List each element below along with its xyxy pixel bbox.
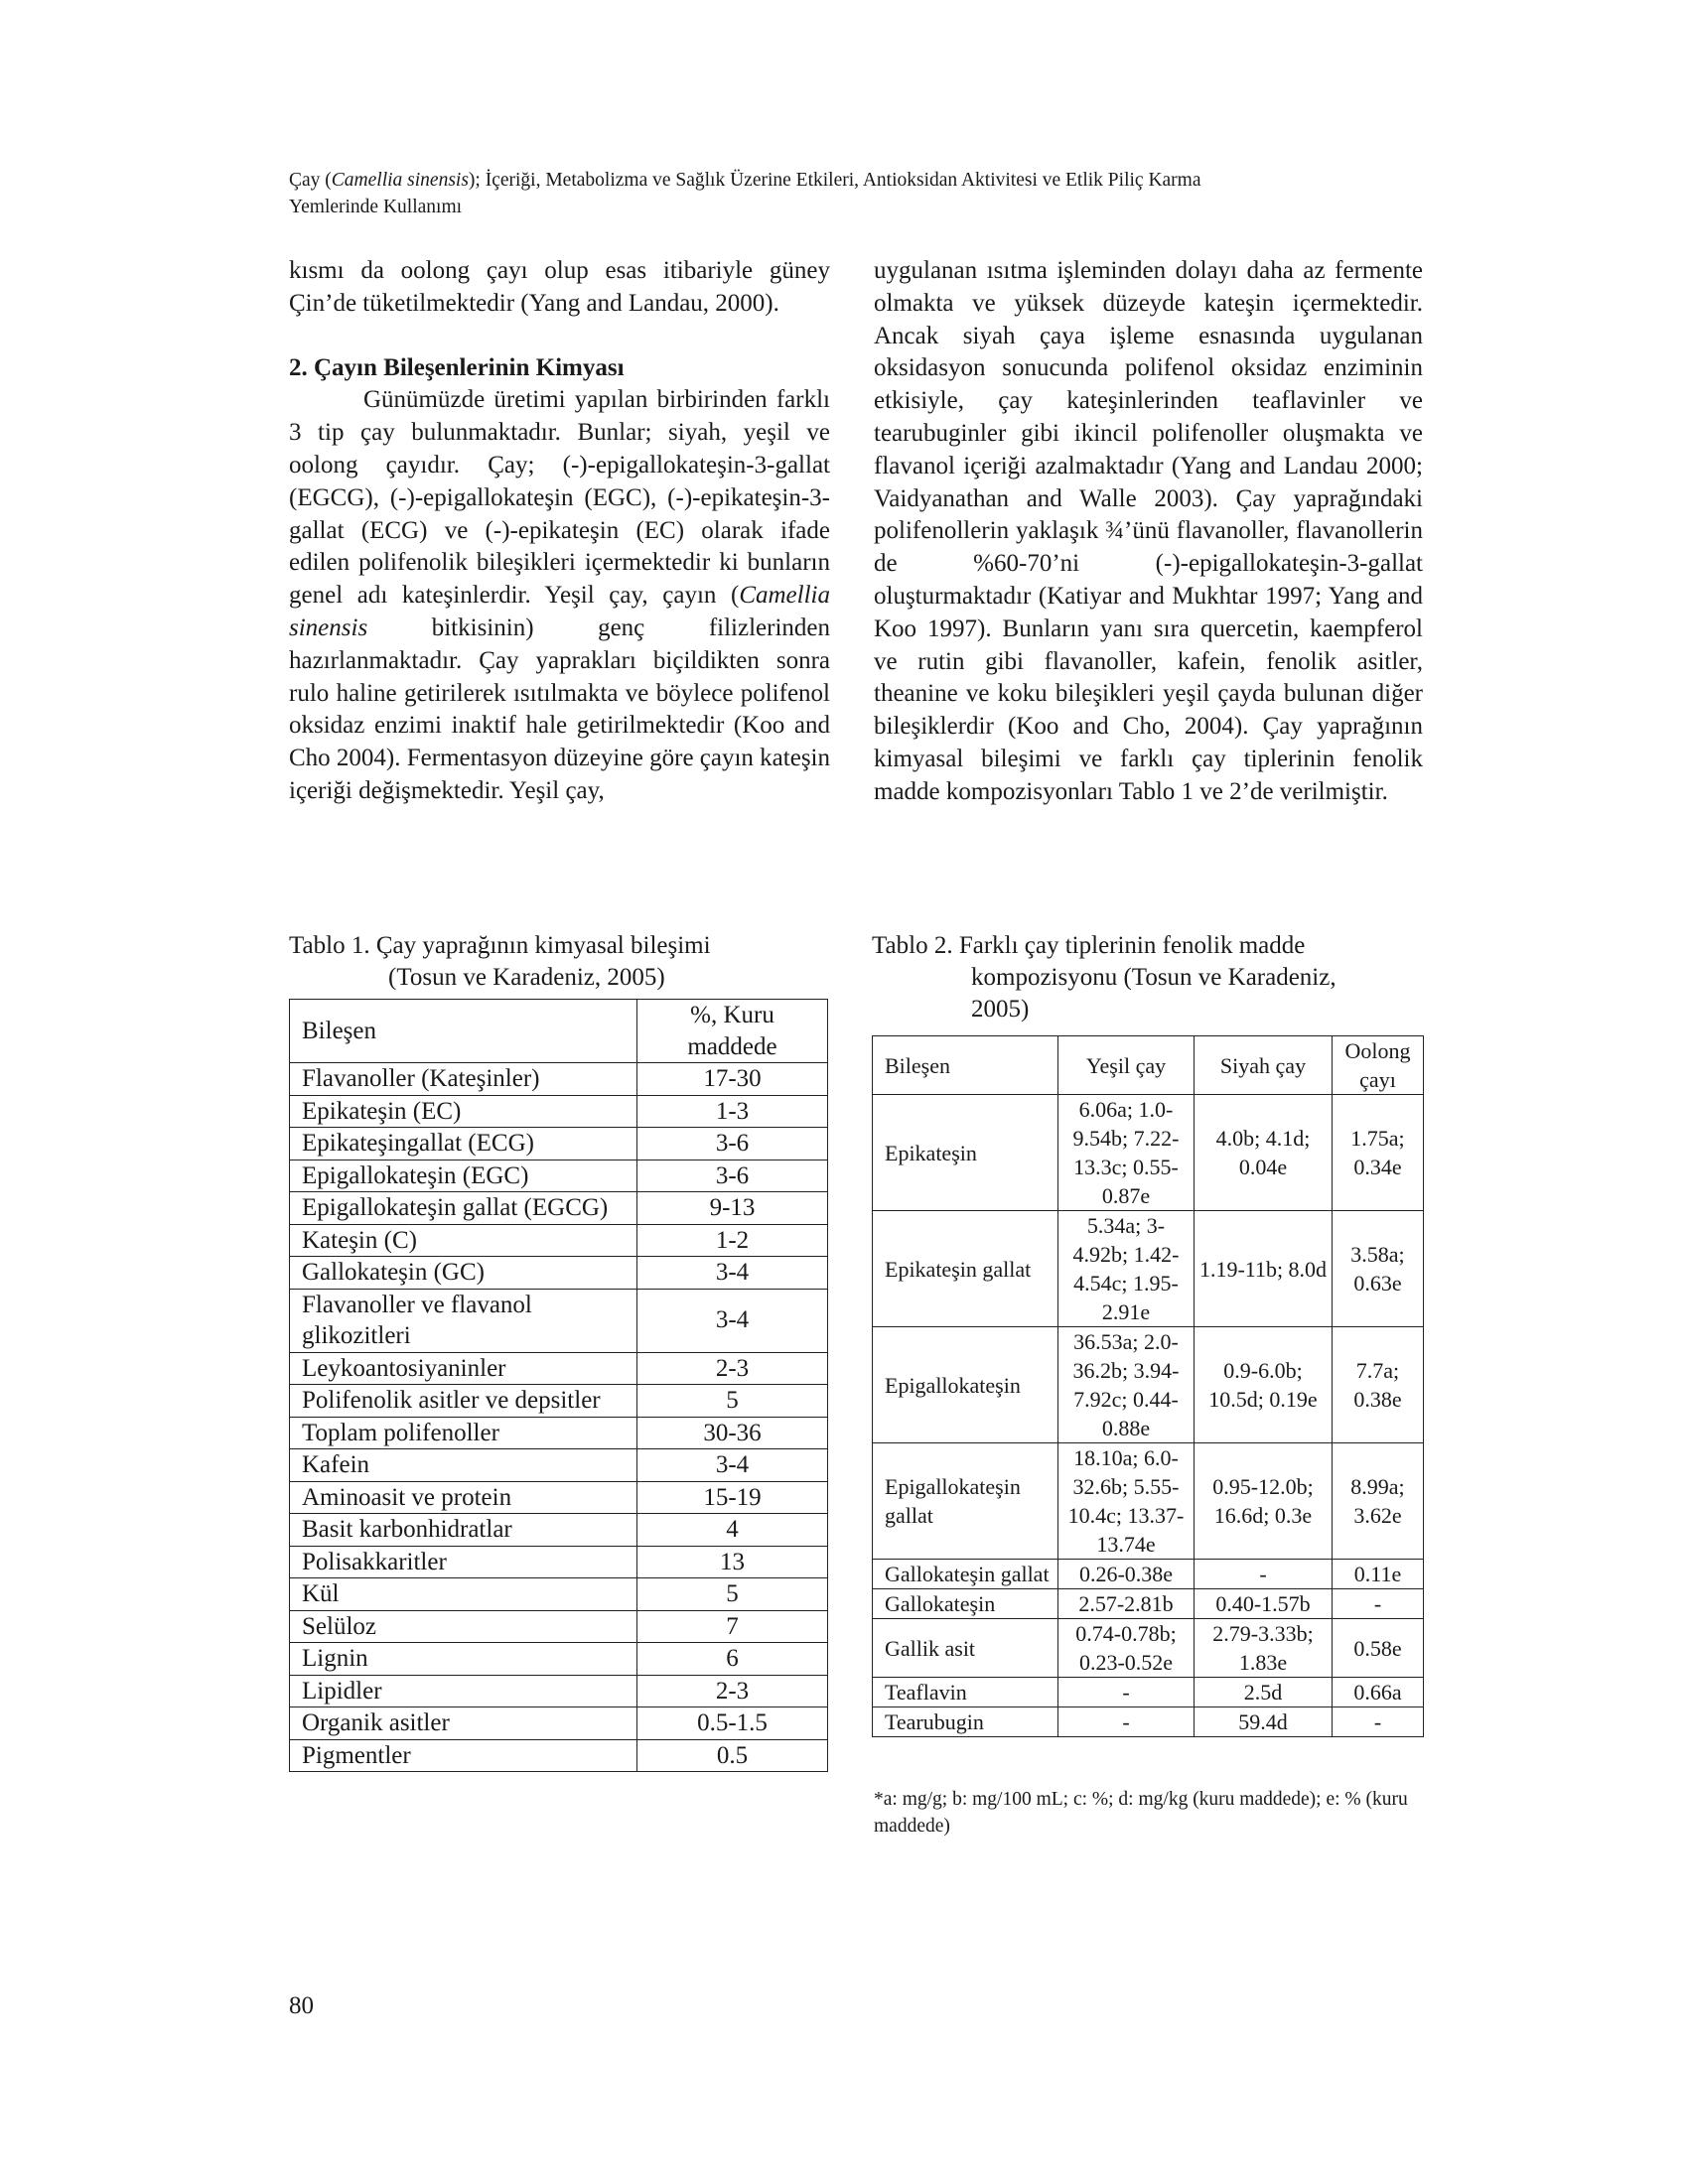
table1-cell-value: 30-36 <box>637 1417 828 1449</box>
table2-cell-value: - <box>1195 1560 1333 1589</box>
table1-row <box>290 1192 828 1225</box>
table2-cell-value: 0.11e <box>1333 1560 1424 1589</box>
table1-row <box>290 1095 828 1128</box>
table1-row <box>290 1675 828 1707</box>
table2-cell-value: 0.58e <box>1333 1619 1424 1678</box>
table2-cell-value: 0.40-1.57b <box>1195 1589 1333 1619</box>
table1-cell-value: 6 <box>637 1643 828 1676</box>
table2-cell-value: 0.9-6.0b; 10.5d; 0.19e <box>1195 1327 1333 1443</box>
table2-cell-value: - <box>1333 1589 1424 1619</box>
table1-row <box>290 1352 828 1385</box>
table2-cell-value: 1.19-11b; 8.0d <box>1195 1211 1333 1327</box>
table1-cell-value: 7 <box>637 1610 828 1643</box>
table1-row <box>290 1514 828 1547</box>
table2-row <box>873 1589 1424 1619</box>
table2-row <box>873 1619 1424 1678</box>
table1-cell-value: 15-19 <box>637 1481 828 1514</box>
table2-footnote: *a: mg/g; b: mg/100 mL; c: %; d: mg/kg (kuru maddede); e: % (kuru maddede) <box>874 1789 1408 1837</box>
table1-cell-value: 5 <box>637 1385 828 1418</box>
table2-cell-component: Epigallokateşin gallat <box>873 1443 1058 1560</box>
table2-cell-value: 6.06a; 1.0-9.54b; 7.22-13.3c; 0.55-0.87e <box>1058 1095 1195 1211</box>
table1-row <box>290 1610 828 1643</box>
section-paragraph: Günümüzde üretimi yapılan birbirinden farklı 3 tip çay bulunmaktadır. Bunlar; siyah, yeşil ve oolong çayıdır. Çay; (-)-epigallokateşin-3-gallat (EGCG), (-)-epigallokateşin (EGC), (-)-epikateşin-3-gallat (ECG) ve (-)-epikateşin (EC) olarak ifade edilen polifenolik bileşikleri içermektedir ki bunların genel adı kateşinlerdir. Yeşil çay, çayın (Camellia sinensis bitkisinin) genç filizlerinden hazırlanmaktadır. Çay yaprakları biçildikten sonra rulo haline getirilerek ısıtılmakta ve böylece polifenol oksidaz enzimi inaktif hale getirilmektedir (Koo and Cho 2004). Fermentasyon düzeyine göre çayın kateşin içeriği değişmektedir. Yeşil çay, <box>289 386 830 804</box>
table1-cell-value: 17-30 <box>637 1063 828 1096</box>
table2-cell-component: Gallokateşin gallat <box>873 1560 1058 1589</box>
table2-cell-value: 2.5d <box>1195 1678 1333 1707</box>
table2-cell-component: Epigallokateşin <box>873 1327 1058 1443</box>
table2-cell-value: 18.10a; 6.0-32.6b; 5.55-10.4c; 13.37-13.74e <box>1058 1443 1195 1560</box>
table1-row <box>290 1160 828 1192</box>
table1-row <box>290 1481 828 1514</box>
table2-header-cell: Siyah çay <box>1195 1036 1333 1095</box>
table1-header-cell: %, Kuru maddede <box>637 1000 828 1063</box>
table1-cell-component: Flavanoller ve flavanol glikozitleri <box>290 1289 637 1352</box>
table1-cell-component: Epigallokateşin (EGC) <box>290 1160 637 1192</box>
table1-cell-value: 13 <box>637 1546 828 1578</box>
table1-cell-component: Flavanoller (Kateşinler) <box>290 1063 637 1096</box>
table1-cell-value: 5 <box>637 1578 828 1611</box>
left-column <box>289 255 830 808</box>
intro-paragraph: kısmı da oolong çayı olup esas itibariyle güney Çin’de tüketilmektedir (Yang and Landau, 2000). <box>289 257 830 317</box>
table2-cell-value: - <box>1333 1707 1424 1737</box>
table2-cell-value: 36.53a; 2.0-36.2b; 3.94-7.92c; 0.44-0.88e <box>1058 1327 1195 1443</box>
table2-header-cell: Yeşil çay <box>1058 1036 1195 1095</box>
table2-header-cell: Bileşen <box>873 1036 1058 1095</box>
table1-cell-value: 3-6 <box>637 1160 828 1192</box>
table1-cell-value: 2-3 <box>637 1675 828 1707</box>
table1-cell-component: Lignin <box>290 1643 637 1676</box>
table1-row <box>290 1578 828 1611</box>
table1-cell-component: Aminoasit ve protein <box>290 1481 637 1514</box>
table1-header-row <box>290 1000 828 1063</box>
running-header <box>289 167 1431 220</box>
table2-cell-component: Gallokateşin <box>873 1589 1058 1619</box>
table1-cell-component: Epigallokateşin gallat (EGCG) <box>290 1192 637 1225</box>
table1-row <box>290 1128 828 1160</box>
table1-cell-value: 0.5-1.5 <box>637 1707 828 1740</box>
table1-cell-value: 9-13 <box>637 1192 828 1225</box>
section-heading: 2. Çayın Bileşenlerinin Kimyası <box>289 353 625 381</box>
table2-header-cell: Oolong çayı <box>1333 1036 1424 1095</box>
table2-cell-value: - <box>1058 1678 1195 1707</box>
table1-header-cell: Bileşen <box>290 1000 637 1063</box>
table2-cell-value: 0.95-12.0b; 16.6d; 0.3e <box>1195 1443 1333 1560</box>
table1-cell-value: 0.5 <box>637 1739 828 1772</box>
table1-cell-component: Epikateşin (EC) <box>290 1095 637 1128</box>
table1-row <box>290 1546 828 1578</box>
table1-row <box>290 1739 828 1772</box>
table1-row <box>290 1449 828 1482</box>
table2-row <box>873 1211 1424 1327</box>
table1-row <box>290 1385 828 1418</box>
table2-row <box>873 1327 1424 1443</box>
right-paragraph: uygulanan ısıtma işleminden dolayı daha az fermente olmakta ve yüksek düzeyde kateşin içermektedir. Ancak siyah çaya işleme esnasında uygulanan oksidasyon sonucunda polifenol oksidaz enziminin etkisiyle, çay kateşinlerinden teaflavinler ve tearubuginler gibi ikincil polifenoller oluşmakta ve flavanol içeriği azalmaktadır (Yang and Landau 2000; Vaidyanathan and Walle 2003). Çay yaprağındaki polifenollerin yaklaşık ¾’ünü flavanoller, flavanollerin de %60-70’ni (-)-epigallokateşin-3-gallat oluşturmaktadır (Katiyar and Mukhtar 1997; Yang and Koo 1997). Bunların yanı sıra quercetin, kaempferol ve rutin gibi flavanoller, kafein, fenolik asitler, theanine ve koku bileşikleri yeşil çayda bulunan diğer bileşiklerdir (Koo and Cho, 2004). Çay yaprağının kimyasal bileşimi ve farklı çay tiplerinin fenolik madde kompozisyonları Tablo 1 ve 2’de verilmiştir. <box>874 257 1423 805</box>
table2-cell-component: Epikateşin gallat <box>873 1211 1058 1327</box>
table2-cell-component: Teaflavin <box>873 1678 1058 1707</box>
table2-cell-component: Epikateşin <box>873 1095 1058 1211</box>
table1-cell-component: Pigmentler <box>290 1739 637 1772</box>
table2-cell-value: 0.26-0.38e <box>1058 1560 1195 1589</box>
table1-cell-component: Toplam polifenoller <box>290 1417 637 1449</box>
table2-row <box>873 1707 1424 1737</box>
table1-cell-component: Lipidler <box>290 1675 637 1707</box>
table1-row <box>290 1417 828 1449</box>
table2-caption: Tablo 2. Farklı çay tiplerinin fenolik madde kompozisyonu (Tosun ve Karadeniz, 2005) <box>872 932 1336 1023</box>
table2-cell-value: 5.34a; 3-4.92b; 1.42-4.54c; 1.95-2.91e <box>1058 1211 1195 1327</box>
table1-cell-component: Kül <box>290 1578 637 1611</box>
table2-cell-value: 7.7a; 0.38e <box>1333 1327 1424 1443</box>
table1 <box>289 999 828 1772</box>
table2-cell-value: - <box>1058 1707 1195 1737</box>
table1-cell-component: Basit karbonhidratlar <box>290 1514 637 1547</box>
table1-cell-component: Epikateşingallat (ECG) <box>290 1128 637 1160</box>
table2 <box>872 1035 1424 1737</box>
table2-row <box>873 1560 1424 1589</box>
table1-cell-component: Gallokateşin (GC) <box>290 1257 637 1290</box>
header-line2: Yemlerinde Kullanımı <box>289 197 463 217</box>
table2-cell-value: 4.0b; 4.1d; 0.04e <box>1195 1095 1333 1211</box>
table1-cell-component: Kafein <box>290 1449 637 1482</box>
table1-cell-value: 4 <box>637 1514 828 1547</box>
table2-cell-value: 0.74-0.78b; 0.23-0.52e <box>1058 1619 1195 1678</box>
table2-row <box>873 1443 1424 1560</box>
table1-row <box>290 1643 828 1676</box>
table1-caption: Tablo 1. Çay yaprağının kimyasal bileşimi (Tosun ve Karadeniz, 2005) <box>289 932 711 991</box>
table1-row <box>290 1289 828 1352</box>
table1-cell-component: Leykoantosiyaninler <box>290 1352 637 1385</box>
table2-cell-component: Gallik asit <box>873 1619 1058 1678</box>
table1-row <box>290 1224 828 1257</box>
header-line1: Çay (Camellia sinensis); İçeriği, Metabolizma ve Sağlık Üzerine Etkileri, Antioksidan Aktivitesi ve Etlik Piliç Karma <box>289 170 1201 191</box>
table2-cell-value: 0.66a <box>1333 1678 1424 1707</box>
table1-cell-component: Selüloz <box>290 1610 637 1643</box>
table1-cell-value: 2-3 <box>637 1352 828 1385</box>
table1-row <box>290 1257 828 1290</box>
table1-cell-component: Organik asitler <box>290 1707 637 1740</box>
table2-cell-value: 8.99a; 3.62e <box>1333 1443 1424 1560</box>
table1-cell-component: Polifenolik asitler ve depsitler <box>290 1385 637 1418</box>
table2-cell-value: 3.58a; 0.63e <box>1333 1211 1424 1327</box>
table2-cell-value: 2.57-2.81b <box>1058 1589 1195 1619</box>
table1-row <box>290 1707 828 1740</box>
table1-cell-value: 3-4 <box>637 1289 828 1352</box>
table1-cell-value: 3-4 <box>637 1257 828 1290</box>
table1-cell-value: 3-6 <box>637 1128 828 1160</box>
table2-cell-value: 2.79-3.33b; 1.83e <box>1195 1619 1333 1678</box>
table2-cell-component: Tearubugin <box>873 1707 1058 1737</box>
right-column <box>874 255 1423 809</box>
table1-cell-value: 1-2 <box>637 1224 828 1257</box>
table2-cell-value: 1.75a; 0.34e <box>1333 1095 1424 1211</box>
table1-cell-value: 1-3 <box>637 1095 828 1128</box>
table1-row <box>290 1063 828 1096</box>
table2-cell-value: 59.4d <box>1195 1707 1333 1737</box>
table2-row <box>873 1095 1424 1211</box>
table1-cell-component: Kateşin (C) <box>290 1224 637 1257</box>
table1-cell-value: 3-4 <box>637 1449 828 1482</box>
table1-cell-component: Polisakkaritler <box>290 1546 637 1578</box>
table2-row <box>873 1678 1424 1707</box>
page-number: 80 <box>289 1992 314 2019</box>
table2-header-row <box>873 1036 1424 1095</box>
